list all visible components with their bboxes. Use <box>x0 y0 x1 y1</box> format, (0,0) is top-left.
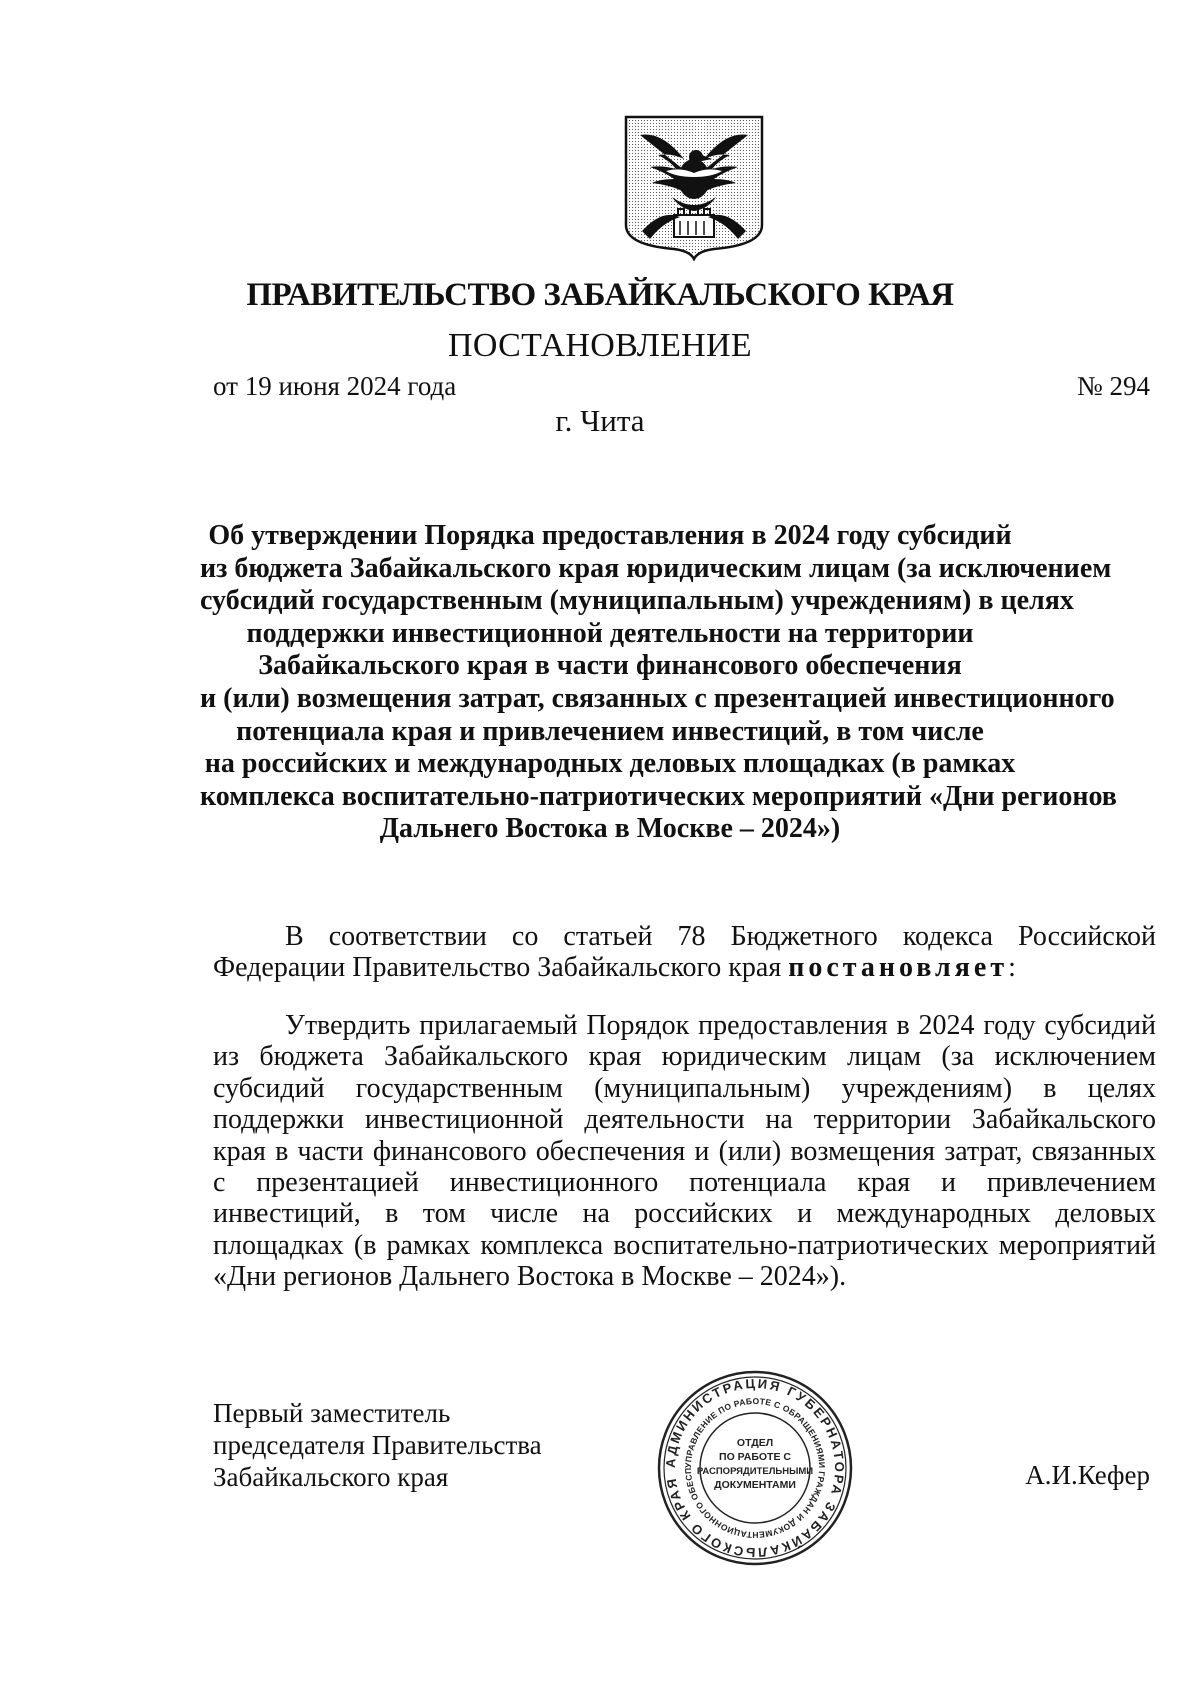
title-line: из бюджета Забайкальского края юридическим лицам (за исключением <box>200 552 1112 584</box>
resolution-line: инвестиций, в том числе на российских и международных деловых <box>213 1198 1156 1230</box>
resolution-line: «Дни регионов Дальнего Востока в Москве – 2024»). <box>213 1261 847 1293</box>
resolution-line: площадках (в рамках комплекса воспитательно-патриотических мероприятий <box>213 1229 1156 1261</box>
document-date: от 19 июня 2024 года <box>213 371 457 401</box>
preamble-colon: : <box>1008 952 1016 984</box>
document-number: № 294 <box>1076 371 1150 401</box>
resolution-line: из бюджета Забайкальского края юридическим лицам (за исключением <box>213 1041 1156 1073</box>
signatory-position-line: председателя Правительства <box>213 1430 542 1460</box>
decree-keyword: постановляет <box>788 952 1009 984</box>
title-line: Забайкальского края в части финансового обеспечения <box>258 650 962 682</box>
title-line: потенциала края и привлечением инвестиций, в том числе <box>236 715 984 747</box>
resolution-line: края в части финансового обеспечения и (или) возмещения затрат, связанных <box>213 1135 1156 1167</box>
stamp-outer-text: АДМИНИСТРАЦИЯ ГУБЕРНАТОРА ЗАБАЙКАЛЬСКОГО КРАЯ <box>662 1375 848 1561</box>
signatory-position <box>213 1397 542 1493</box>
title-line: субсидий государственным (муниципальным) учреждениям) в целях <box>200 585 1074 617</box>
document-title <box>200 520 1117 846</box>
stamp-center-line: ПО РАБОТЕ С <box>719 1451 791 1463</box>
stamp-center-line: ДОКУМЕНТАМИ <box>714 1479 796 1491</box>
resolution-paragraph <box>213 1010 1156 1293</box>
stamp-center-line: РАСПОРЯДИТЕЛЬНЫМИ <box>696 1466 814 1477</box>
title-line: Дальнего Востока в Москве – 2024») <box>379 813 841 845</box>
resolution-line: поддержки инвестиционной деятельности на территории Забайкальского <box>213 1104 1156 1136</box>
title-line: Об утверждении Порядка предоставления в 2024 году субсидий <box>208 520 1012 551</box>
preamble-line <box>213 952 1156 983</box>
title-line: поддержки инвестиционной деятельности на территории <box>246 617 974 649</box>
preamble-line: В соответствии со статьей 78 Бюджетного кодекса Российской <box>285 921 1156 952</box>
preamble-paragraph <box>213 921 1156 984</box>
stamp-inner-text: УПРАВЛЕНИЕ ПО РАБОТЕ С ОБРАЩЕНИЯМИ ГРАЖДАН И ДОКУМЕНТАЦИОННОГО ОБЕСП <box>682 1395 828 1541</box>
stamp-center-line: ОТДЕЛ <box>736 1437 774 1449</box>
document-type: ПОСТАНОВЛЕНИЕ <box>448 327 752 364</box>
document-city: г. Чита <box>555 403 645 438</box>
official-stamp-icon <box>655 1368 855 1568</box>
signatory-position-line: Первый заместитель <box>213 1398 451 1428</box>
coat-of-arms-icon <box>622 113 766 261</box>
preamble-text: Федерации Правительство Забайкальского края <box>213 952 782 984</box>
title-line: на российских и международных деловых площадках (в рамках <box>204 748 1016 780</box>
resolution-line: с презентацией инвестиционного потенциала края и привлечением <box>213 1167 1156 1199</box>
signatory-position-line: Забайкальского края <box>213 1462 449 1492</box>
resolution-line: субсидий государственным (муниципальным) учреждениям) в целях <box>213 1072 1156 1104</box>
title-line: и (или) возмещения затрат, связанных с презентацией инвестиционного <box>200 682 1115 714</box>
signatory-name: А.И.Кефер <box>1025 1460 1150 1490</box>
title-line: комплекса воспитательно-патриотических мероприятий «Дни регионов <box>200 780 1117 812</box>
resolution-line: Утвердить прилагаемый Порядок предоставления в 2024 году субсидий <box>285 1010 1156 1041</box>
organization-name: ПРАВИТЕЛЬСТВО ЗАБАЙКАЛЬСКОГО КРАЯ <box>246 277 954 313</box>
